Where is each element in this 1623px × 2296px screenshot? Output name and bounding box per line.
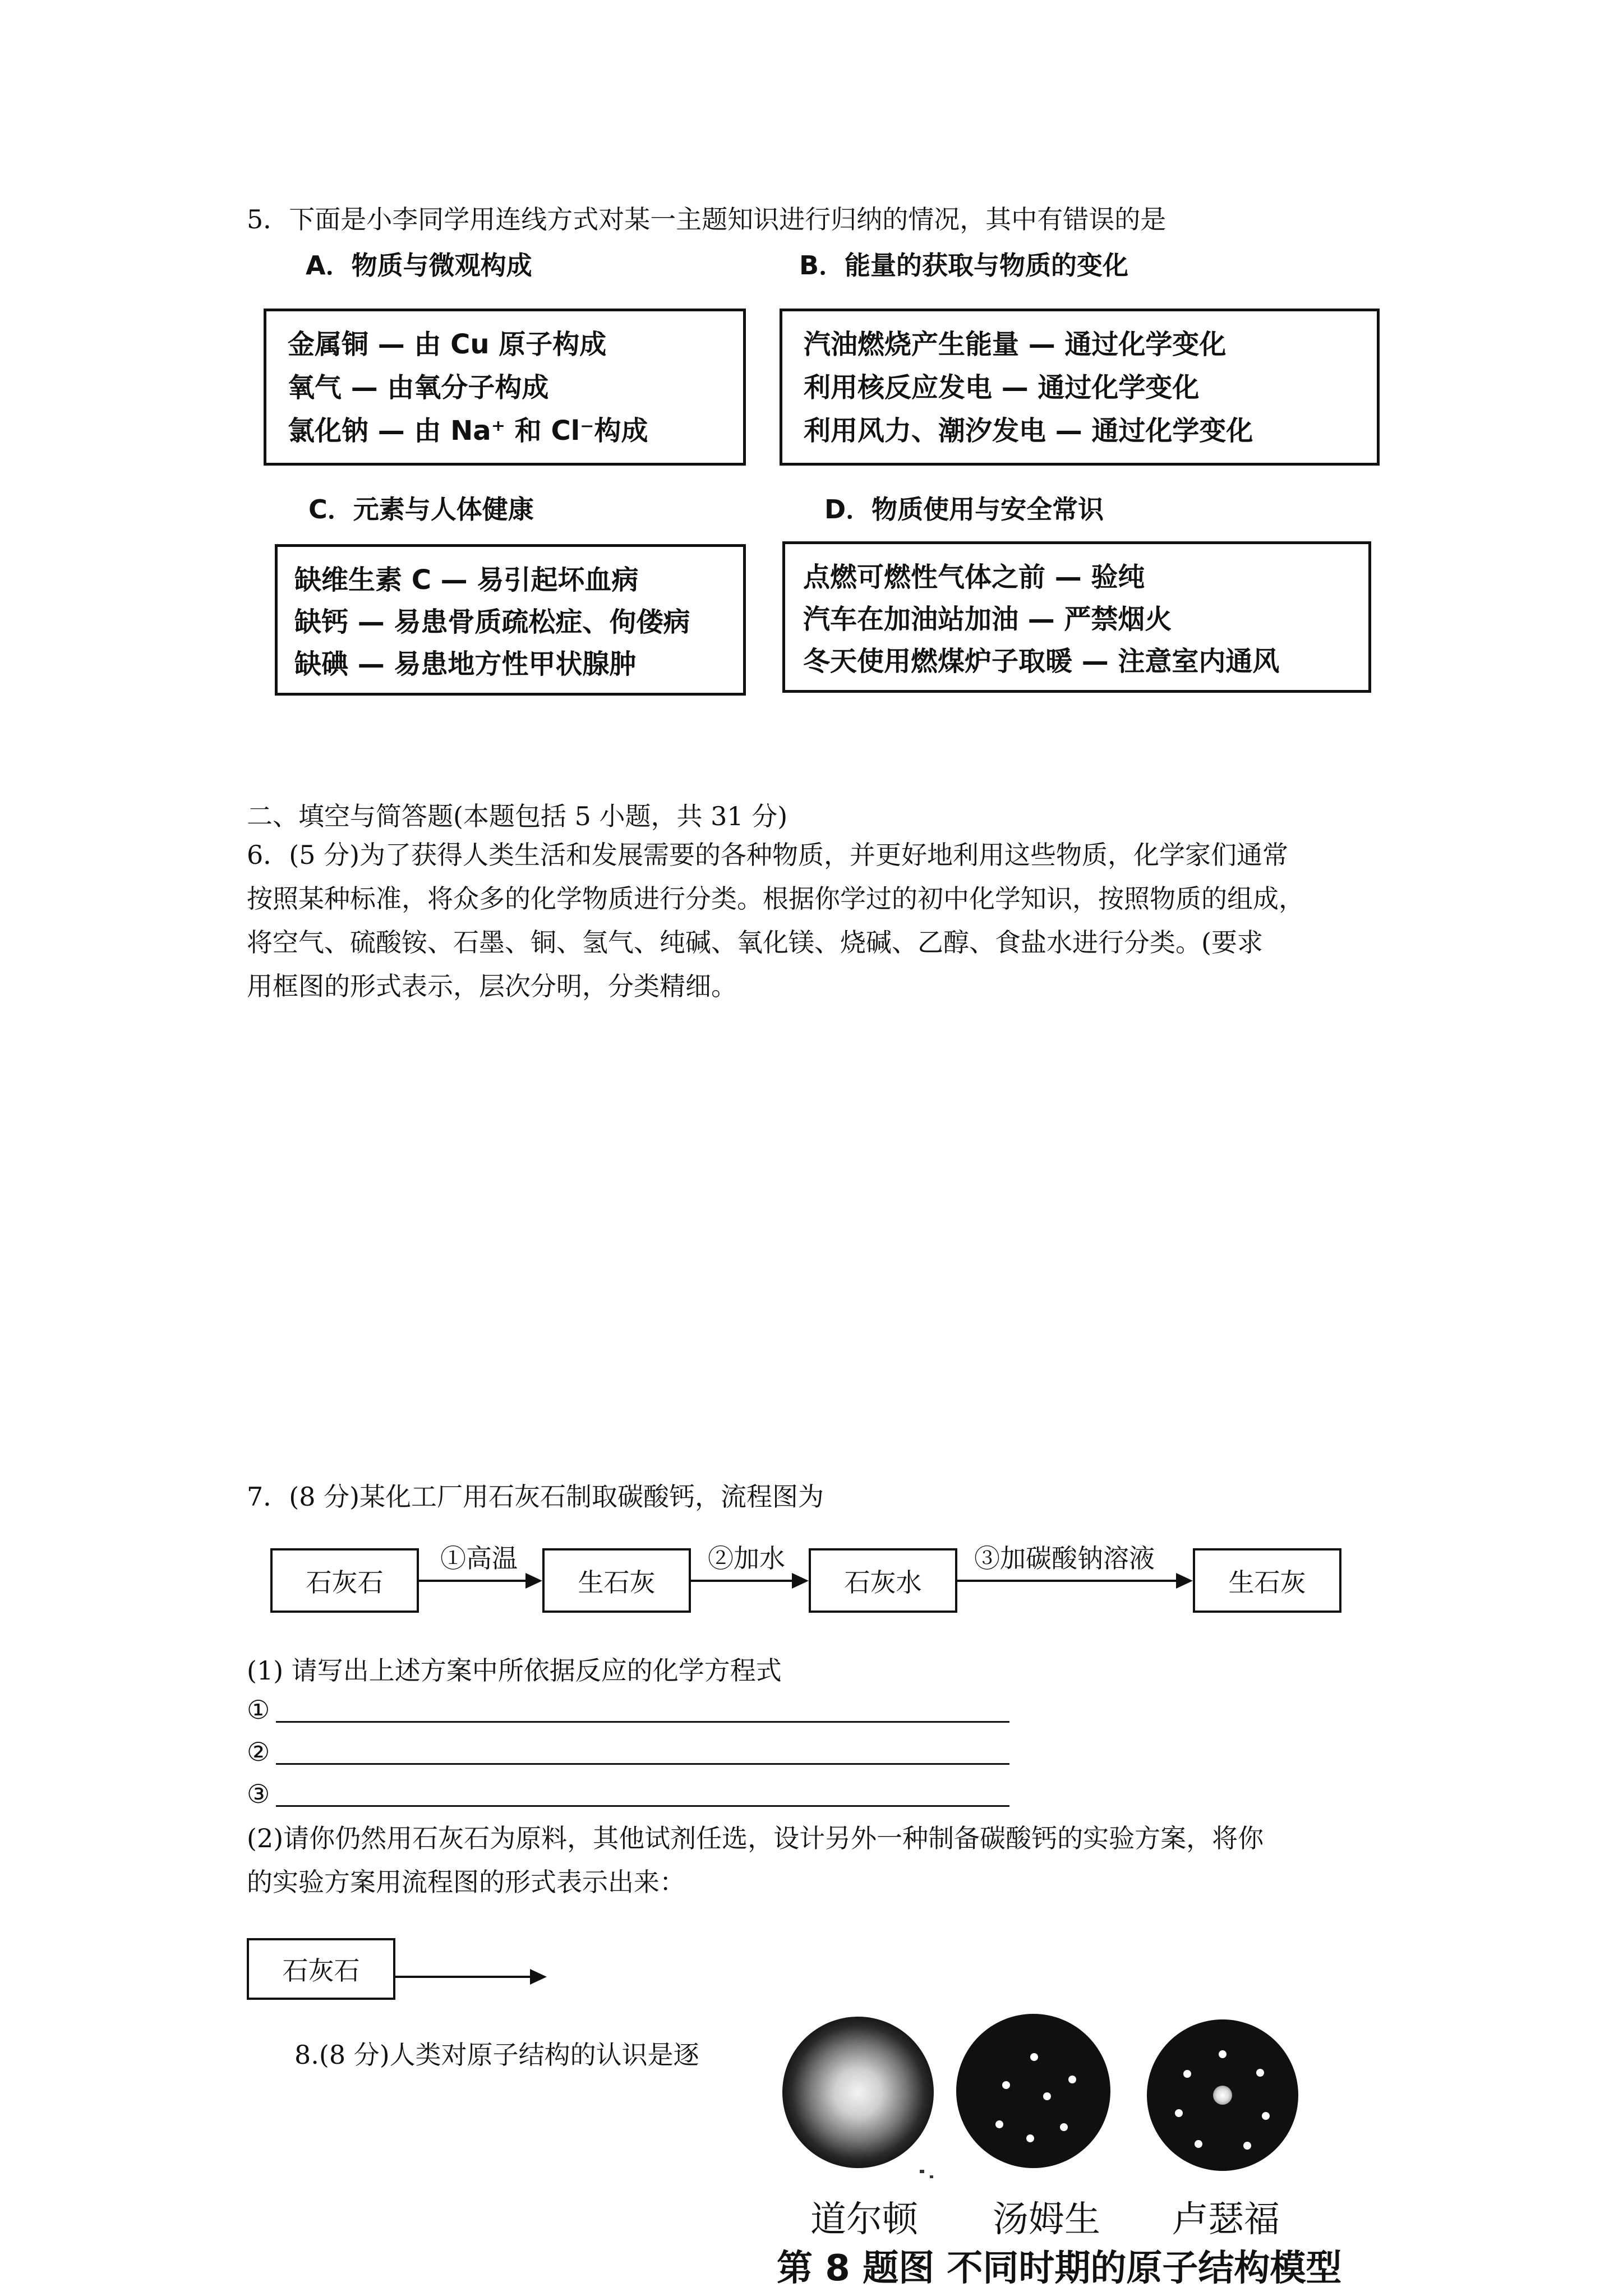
flow-box-quicklime-2: 生石灰 [1193,1548,1341,1613]
q5-option-c-label: C．元素与人体健康 [308,494,534,524]
q5-option-b-box [780,309,1380,466]
q5-stem: 5．下面是小李同学用连线方式对某一主题知识进行归纳的情况，其中有错误的是 [247,204,1166,234]
q5-c-line-3: 缺碘 — 易患地方性甲状腺肿 [294,648,637,680]
blank-3-label: ③ [247,1779,270,1809]
flow-arrow-3 [957,1580,1176,1582]
q5-option-d-box [782,541,1371,693]
flow-arrow-2 [691,1580,792,1582]
electron-dot [1068,2076,1076,2083]
blank-3-line[interactable] [276,1805,1009,1807]
q5-option-a-label: A．物质与微观构成 [306,250,532,280]
q6-line-4: 用框图的形式表示，层次分明，分类精细。 [247,971,737,1001]
blank-2-line[interactable] [276,1763,1009,1765]
flow-step-2-label: ②加水 [708,1543,785,1573]
electron-dot [1060,2123,1068,2131]
q5-a-line-2: 氧气 — 由氧分子构成 [288,372,549,403]
q5-b-line-1: 汽油燃烧产生能量 — 通过化学变化 [804,329,1227,360]
q5-option-b-label: B．能量的获取与物质的变化 [799,250,1129,280]
flow-step-3-label: ③加碳酸钠溶液 [974,1543,1155,1573]
q6-line-2: 按照某种标准，将众多的化学物质进行分类。根据你学过的初中化学知识，按照物质的组成， [247,884,1304,914]
q7-stem: 7．(8 分)某化工厂用石灰石制取碳酸钙，流程图为 [247,1481,824,1512]
q7-sub2 [247,1816,1391,1904]
q5-option-c-box [275,544,746,696]
q5-b-line-3: 利用风力、潮汐发电 — 通过化学变化 [804,415,1253,447]
flow-box-quicklime: 生石灰 [542,1548,691,1613]
flow-arrowhead-1 [525,1573,542,1589]
electron-dot [1043,2092,1051,2100]
nucleus-icon [1213,2086,1232,2105]
flow-box-limewater: 石灰水 [809,1548,957,1613]
dalton-model-icon [782,2017,934,2168]
q5-b-line-2: 利用核反应发电 — 通过化学变化 [804,372,1200,403]
electron-dot [1002,2081,1010,2089]
thomson-model-icon [956,2014,1110,2168]
q5-d-line-3: 冬天使用燃煤炉子取暖 — 注意室内通风 [803,646,1280,677]
q6-line-3: 将空气、硫酸铵、石墨、铜、氢气、纯碱、氧化镁、烧碱、乙醇、食盐水进行分类。(要求 [247,927,1263,958]
electron-dot [1219,2050,1227,2058]
flow-step-1-label: ①高温 [440,1543,518,1573]
electron-dot [1262,2112,1270,2120]
section-2-heading: 二、填空与简答题(本题包括 5 小题，共 31 分) [247,801,788,831]
q8-stem: 8.(8 分)人类对原子结构的认识是逐 [294,2040,699,2070]
q5-option-d-label: D．物质使用与安全常识 [824,494,1104,524]
q5-d-line-1: 点燃可燃性气体之前 — 验纯 [803,562,1145,593]
flow-arrowhead-2 [792,1573,809,1589]
q5-c-line-2: 缺钙 — 易患骨质疏松症、佝偻病 [294,606,690,638]
electron-dot [1243,2142,1251,2150]
electron-dot [1030,2053,1038,2061]
q5-c-line-1: 缺维生素 C — 易引起坏血病 [294,564,639,596]
model-name-thomson: 汤姆生 [993,2199,1100,2240]
blank-1-line[interactable] [276,1721,1009,1723]
blank-1-label: ① [247,1695,270,1725]
electron-dot [1195,2140,1202,2148]
q7-sub2-line-2: 的实验方案用流程图的形式表示出来： [247,1867,685,1897]
q5-a-line-1: 金属铜 — 由 Cu 原子构成 [288,329,607,360]
scan-speck [930,2175,933,2178]
figure-caption: 第 8 题图 不同时期的原子结构模型 [777,2248,1342,2289]
q7-sub1: (1) 请写出上述方案中所依据反应的化学方程式 [247,1655,782,1686]
flow-arrowhead-3 [1176,1573,1193,1589]
q5-a-line-3: 氯化钠 — 由 Na⁺ 和 Cl⁻构成 [288,415,648,447]
flow-arrow-1 [419,1580,525,1582]
electron-dot [1175,2109,1183,2117]
q5-d-line-2: 汽车在加油站加油 — 严禁烟火 [803,604,1172,635]
q5-option-a-box [264,309,746,466]
electron-dot [1256,2069,1264,2077]
answer-start-arrowhead [530,1969,547,1985]
electron-dot [995,2120,1003,2128]
model-name-dalton: 道尔顿 [810,2199,918,2240]
electron-dot [1183,2070,1191,2078]
q6-text [247,833,1391,1008]
flow-box-limestone: 石灰石 [270,1548,419,1613]
electron-dot [1026,2134,1034,2142]
answer-start-arrow [395,1976,530,1978]
q7-sub2-line-1: (2)请你仍然用石灰石为原料，其他试剂任选，设计另外一种制备碳酸钙的实验方案，将你 [247,1823,1264,1853]
blank-2-label: ② [247,1737,270,1767]
model-name-rutherford: 卢瑟福 [1172,2199,1280,2240]
scan-speck [920,2170,924,2173]
q6-line-1: 6．(5 分)为了获得人类生活和发展需要的各种物质，并更好地利用这些物质，化学家们通常 [247,840,1289,870]
rutherford-model-icon [1147,2019,1298,2171]
answer-start-box: 石灰石 [247,1938,395,2000]
